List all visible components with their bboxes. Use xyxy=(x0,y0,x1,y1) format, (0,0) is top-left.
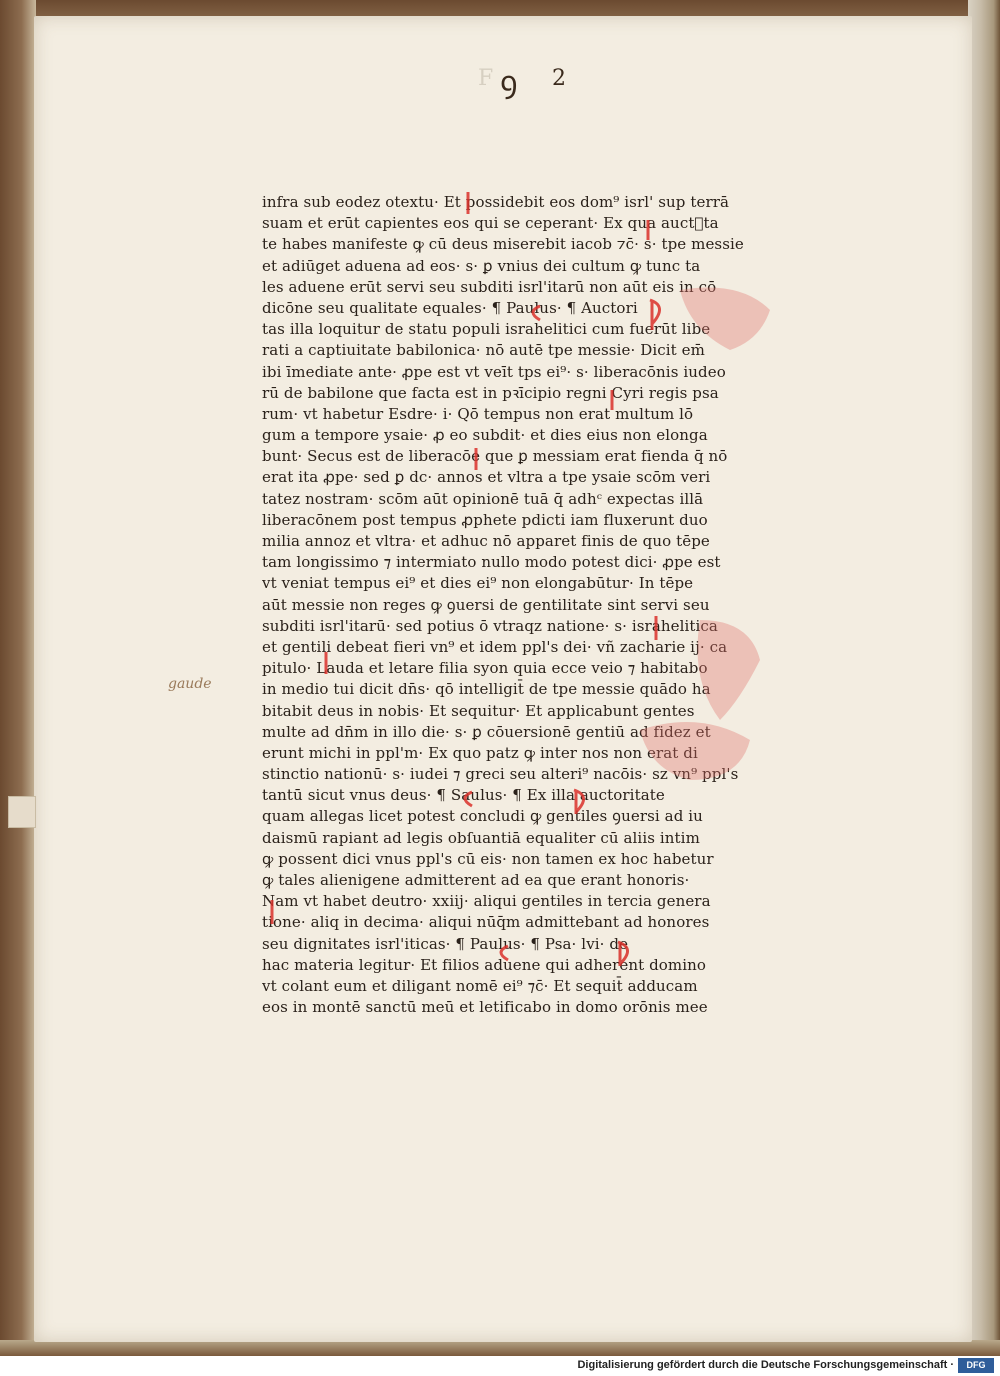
text-line: dicōne seu qualitate equales· ¶ Paulus· ¶ Auctori xyxy=(262,298,638,317)
margin-annotation: gaude xyxy=(168,676,212,692)
left-binding-edge xyxy=(0,0,36,1356)
text-line: suam et erūt capientes eos qui se ceperant· Ex qua auctᷓta xyxy=(262,214,719,233)
text-line: bitabit deus in nobis· Et sequitur· Et applicabunt gentes xyxy=(262,701,695,720)
paper-tab xyxy=(8,796,36,828)
text-line: pitulo· Lauda et letare filia syon quia ecce veio ⁊ habitabo xyxy=(262,659,708,678)
text-line: bunt· Secus est de liberacōe que ꝑ messiam erat fienda q̄ nō xyxy=(262,447,728,466)
text-line: multe ad dn̄m in illo die· s· ꝑ cōuersionē gentiū ad fidez et xyxy=(262,722,711,741)
faded-header-mark: F xyxy=(478,66,497,91)
text-line: vt veniat tempus ei⁹ et dies ei⁹ non elongabūtur· In tēpe xyxy=(262,574,694,593)
text-line: infra sub eodez otextu· Et possidebit eos dom⁹ isrl' sup terrā xyxy=(262,193,730,211)
text-line: gum a tempore ysaie· ꝓ eo subdit· et dies eius non elonga xyxy=(262,426,708,445)
text-line: ꝙ tales alienigene admitterent ad ea que erant honoris· xyxy=(262,871,690,889)
text-line: et gentili debeat fieri vn⁹ et idem ppl's dei· vñ zacharie ij· ca xyxy=(262,637,728,656)
text-line: rati a captiuitate babilonica· nō autē tpe messie· Dicit em̄ xyxy=(262,341,705,360)
dfg-credit-text: Digitalisierung gefördert durch die Deutsche Forschungsgemeinschaft · xyxy=(577,1359,954,1371)
text-line: stinctio nationū· s· iudei ⁊ greci seu alteri⁹ nacōis· sz vn⁹ ppl's xyxy=(262,765,739,784)
text-line: tatez nostram· scōm aūt opinionē tuā q̄ adhᶜ expectas illā xyxy=(262,489,704,508)
text-line: tione· aliq in decima· aliqui nūq̄m admittebant ad honores xyxy=(262,913,710,932)
bottom-binding-edge xyxy=(0,1340,1000,1356)
text-line: liberacōnem post tempus ꝓphete pdicti iam fluxerunt duo xyxy=(262,510,708,529)
text-line: subditi isrl'itarū· sed potius ō vtraqz natione· s· israhelitica xyxy=(262,616,718,635)
text-line: vt colant eum et diligant nomē ei⁹ ⁊c̄· Et sequit̄ adducam xyxy=(262,976,698,995)
dfg-logo: DFG xyxy=(958,1358,994,1373)
footer-bar xyxy=(0,1356,1000,1376)
text-line: tam longissimo ⁊ intermiato nullo modo potest dici· ꝓpe est xyxy=(262,553,721,572)
text-line: et adiūget aduena ad eos· s· ꝑ vnius dei cultum ꝙ tunc ta xyxy=(262,256,701,275)
folio-symbol: ꝯ xyxy=(500,65,518,100)
text-line: seu dignitates isrl'iticas· ¶ Paulus· ¶ Psa· lvi· de xyxy=(262,934,629,953)
text-line: ibi īmediate ante· ꝓpe est vt veīt tps ei⁹· s· liberacōnis iudeo xyxy=(262,362,726,381)
text-line: erat ita ꝓpe· sed ꝑ dc· annos et vltra a tpe ysaie scōm veri xyxy=(262,468,711,487)
folio-number: 2 xyxy=(552,66,566,91)
text-line: rū de babilone que facta est in pꝛīcipio regni Cyri regis psa xyxy=(262,383,719,402)
text-line: rum· vt habetur Esdre· i· Qō tempus non erat multum lō xyxy=(262,404,694,423)
text-line: quam allegas licet potest concludi ꝙ gentiles ꝯuersi ad iu xyxy=(262,807,703,826)
text-line: tas illa loquitur de statu populi israhelitici cum fuerūt libe xyxy=(262,320,711,339)
text-line: te habes manifeste ꝙ cū deus miserebit iacob ⁊c̄· s· tpe messie xyxy=(262,235,744,254)
text-line: eos in montē sanctū meū et letificabo in domo orōnis mee xyxy=(262,998,708,1017)
text-line: erunt michi in ppl'm· Ex quo patz ꝙ inter nos non erat di xyxy=(262,743,698,762)
text-line: daismū rapiant ad legis obſuantiā equaliter cū aliis intim xyxy=(262,828,700,847)
right-cover-board xyxy=(968,0,1000,1356)
text-line: in medio tui dicit dn̄s· qō intelligit̄ de tpe messie quādo ha xyxy=(262,680,711,699)
text-line: ꝙ possent dici vnus ppl's cū eis· non tamen ex hoc habetur xyxy=(262,849,714,868)
text-line: tantū sicut vnus deus· ¶ Saulus· ¶ Ex illa auctoritate xyxy=(262,786,665,805)
gothic-text-block xyxy=(262,192,774,1018)
text-line: milia annoz et vltra· et adhuc nō apparet finis de quo tēpe xyxy=(262,532,710,550)
text-line: aūt messie non reges ꝙ ꝯuersi de gentilitate sint servi seu xyxy=(262,595,710,614)
text-line: hac materia legitur· Et filios aduene qui adherent domino xyxy=(262,955,707,974)
text-line: Nam vt habet deutro· xxiij· aliqui gentiles in tercia genera xyxy=(262,892,711,911)
text-line: les aduene erūt servi seu subditi isrl'itarū non aūt eis in cō xyxy=(262,277,717,296)
